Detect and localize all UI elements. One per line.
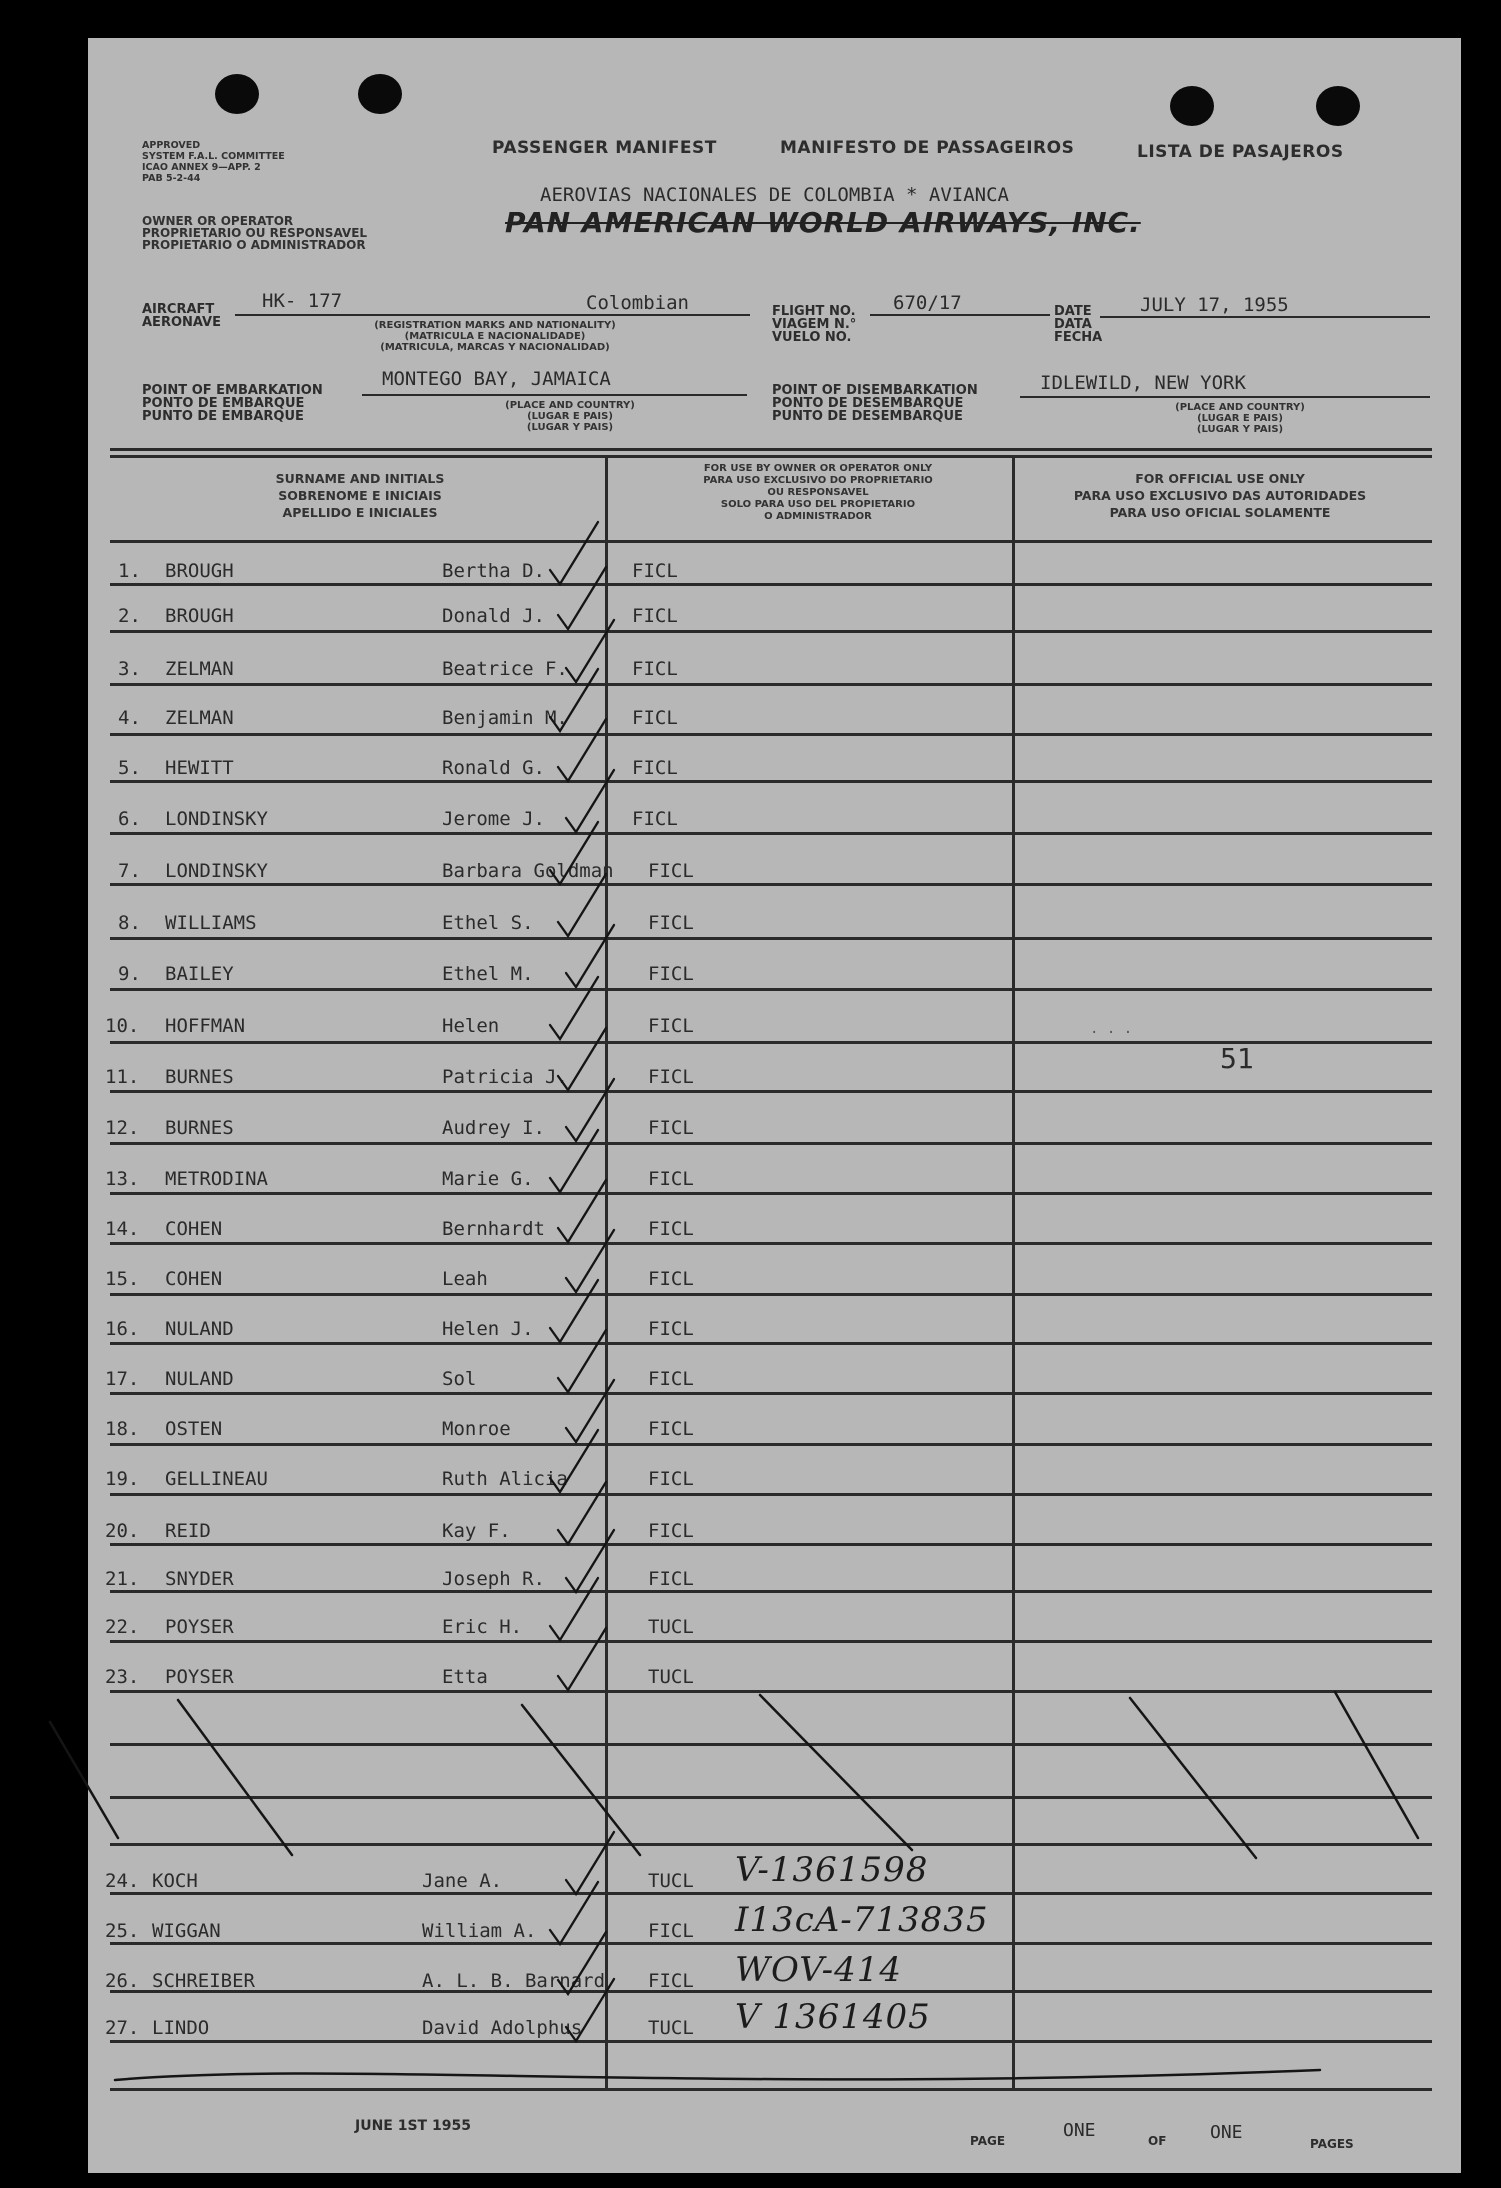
passenger-class-code: FICL <box>632 560 678 582</box>
passenger-number: 18. <box>105 1418 140 1440</box>
check-mark <box>566 1530 614 1592</box>
check-mark <box>558 719 606 781</box>
check-mark <box>558 1932 606 1994</box>
passenger-class-code: FICL <box>648 912 694 934</box>
passenger-given-name: Jane A. <box>422 1870 503 1892</box>
passenger-number: 1. <box>118 560 141 582</box>
strike-mark <box>1335 1692 1418 1838</box>
passenger-document-number: I13cA-713835 <box>735 1900 989 1940</box>
passenger-class-code: FICL <box>648 1520 694 1542</box>
passenger-surname: BROUGH <box>165 560 234 582</box>
passenger-class-code: FICL <box>648 860 694 882</box>
passenger-surname: METRODINA <box>165 1168 268 1190</box>
passenger-given-name: Bernhardt <box>442 1218 545 1240</box>
check-mark <box>558 1028 606 1090</box>
passenger-surname: BROUGH <box>165 605 234 627</box>
passenger-class-code: FICL <box>632 707 678 729</box>
operator-line-2: PAN AMERICAN WORLD AIRWAYS, INC. <box>505 206 1141 239</box>
passenger-number: 3. <box>118 658 141 680</box>
passenger-given-name: Marie G. <box>442 1168 534 1190</box>
passenger-given-name: Helen <box>442 1015 500 1037</box>
title-pt: MANIFESTO DE PASSAGEIROS <box>780 138 1075 158</box>
passenger-given-name: Benjamin M. <box>442 707 568 729</box>
passenger-document-number: V-1361598 <box>735 1850 929 1890</box>
disembarkation-place: IDLEWILD, NEW YORK <box>1040 372 1246 394</box>
passenger-surname: BAILEY <box>165 963 234 985</box>
passenger-given-name: David Adolphus <box>422 2017 583 2039</box>
passenger-given-name: Monroe <box>442 1418 511 1440</box>
passenger-number: 23. <box>105 1666 140 1688</box>
passenger-number: 2. <box>118 605 141 627</box>
of-label: OF <box>1148 2134 1167 2148</box>
passenger-class-code: FICL <box>648 1066 694 1088</box>
passenger-number: 17. <box>105 1368 140 1390</box>
passenger-given-name: Ronald G. <box>442 757 545 779</box>
passenger-given-name: Beatrice F. <box>442 658 568 680</box>
passenger-surname: KOCH <box>152 1870 198 1892</box>
check-mark <box>558 1330 606 1392</box>
passenger-given-name: Audrey I. <box>442 1117 545 1139</box>
embarkation-caption: (PLACE AND COUNTRY) (LUGAR E PAIS) (LUGAR Y PAIS) <box>505 400 635 433</box>
page-label: PAGE <box>970 2134 1006 2148</box>
passenger-class-code: TUCL <box>648 2017 694 2039</box>
check-mark <box>558 1180 606 1242</box>
approval-line: ICAO ANNEX 9—APP. 2 <box>142 162 261 173</box>
passenger-surname: COHEN <box>165 1218 223 1240</box>
passenger-surname: COHEN <box>165 1268 223 1290</box>
check-mark <box>550 977 598 1039</box>
owner-label: OWNER OR OPERATOR PROPRIETARIO OU RESPONSAVEL PROPIETARIO O ADMINISTRADOR <box>142 214 368 252</box>
passenger-surname: BURNES <box>165 1066 234 1088</box>
embarkation-place: MONTEGO BAY, JAMAICA <box>382 368 611 390</box>
passenger-class-code: FICL <box>648 1168 694 1190</box>
passenger-number: 16. <box>105 1318 140 1340</box>
check-mark <box>550 522 598 584</box>
passenger-class-code: FICL <box>648 1468 694 1490</box>
passenger-given-name: Leah <box>442 1268 488 1290</box>
passenger-given-name: Etta <box>442 1666 488 1688</box>
operator-line-1: AEROVIAS NACIONALES DE COLOMBIA * AVIANCA <box>540 184 1009 206</box>
passenger-given-name: A. L. B. Barnard <box>422 1970 606 1992</box>
check-mark <box>566 1230 614 1292</box>
column-header-name: SURNAME AND INITIALS SOBRENOME E INICIAIS APELLIDO E INICIALES <box>275 471 445 520</box>
passenger-given-name: Jerome J. <box>442 808 545 830</box>
passenger-class-code: FICL <box>648 1117 694 1139</box>
registration-caption: (REGISTRATION MARKS AND NATIONALITY) (MATRICULA E NACIONALIDADE) (MATRICULA, MARCAS Y NACIONALIDAD) <box>374 320 616 353</box>
passenger-class-code: FICL <box>648 963 694 985</box>
flight-number: 670/17 <box>893 292 962 314</box>
passenger-number: 13. <box>105 1168 140 1190</box>
passenger-class-code: TUCL <box>648 1616 694 1638</box>
passenger-class-code: FICL <box>648 1318 694 1340</box>
passenger-surname: LONDINSKY <box>165 860 268 882</box>
check-mark <box>566 1380 614 1442</box>
passenger-surname: WILLIAMS <box>165 912 257 934</box>
passenger-class-code: FICL <box>632 808 678 830</box>
check-mark <box>566 1832 614 1894</box>
passenger-given-name: William A. <box>422 1920 537 1942</box>
check-mark <box>558 1482 606 1544</box>
passenger-surname: LONDINSKY <box>165 808 268 830</box>
passenger-number: 20. <box>105 1520 140 1542</box>
aircraft-registration: HK- 177 <box>262 290 343 312</box>
passenger-surname: HEWITT <box>165 757 234 779</box>
passenger-class-code: FICL <box>648 1418 694 1440</box>
strike-mark <box>178 1700 292 1855</box>
passenger-surname: REID <box>165 1520 211 1542</box>
passenger-class-code: FICL <box>632 605 678 627</box>
check-mark <box>566 620 614 682</box>
passenger-surname: WIGGAN <box>152 1920 221 1942</box>
check-mark <box>566 1979 614 2041</box>
passenger-given-name: Patricia J. <box>442 1066 568 1088</box>
passenger-class-code: TUCL <box>648 1870 694 1892</box>
approval-line: APPROVED <box>142 140 201 151</box>
passenger-class-code: FICL <box>648 1568 694 1590</box>
strike-mark <box>1130 1698 1256 1858</box>
passenger-class-code: FICL <box>648 1368 694 1390</box>
passenger-document-number: V 1361405 <box>735 1997 931 2037</box>
passenger-class-code: FICL <box>648 1268 694 1290</box>
passenger-number: 10. <box>105 1015 140 1037</box>
passenger-number: 7. <box>118 860 141 882</box>
passenger-number: 26. <box>105 1970 140 1992</box>
passenger-given-name: Joseph R. <box>442 1568 545 1590</box>
strike-mark <box>50 1722 118 1838</box>
end-line <box>115 2070 1320 2080</box>
passenger-given-name: Ethel S. <box>442 912 534 934</box>
disembarkation-caption: (PLACE AND COUNTRY) (LUGAR E PAIS) (LUGAR Y PAIS) <box>1175 402 1305 435</box>
check-mark <box>558 1628 606 1690</box>
disembarkation-label: POINT OF DISEMBARKATION PONTO DE DESEMBARQUE PUNTO DE DESEMBARQUE <box>772 383 978 424</box>
passenger-number: 4. <box>118 707 141 729</box>
passenger-number: 15. <box>105 1268 140 1290</box>
approval-line: PAB 5-2-44 <box>142 173 201 184</box>
aircraft-label: AIRCRAFT AERONAVE <box>142 302 222 330</box>
check-mark <box>550 822 598 884</box>
passenger-number: 25. <box>105 1920 140 1942</box>
official-mark: · · · <box>1090 1025 1133 1041</box>
passenger-document-number: WOV-414 <box>735 1950 903 1990</box>
passenger-number: 21. <box>105 1568 140 1590</box>
passenger-surname: OSTEN <box>165 1418 223 1440</box>
strike-mark <box>760 1695 912 1850</box>
passenger-number: 14. <box>105 1218 140 1240</box>
passenger-surname: HOFFMAN <box>165 1015 246 1037</box>
passenger-given-name: Kay F. <box>442 1520 511 1542</box>
passenger-given-name: Ethel M. <box>442 963 534 985</box>
passenger-class-code: FICL <box>632 658 678 680</box>
passenger-given-name: Helen J. <box>442 1318 534 1340</box>
passenger-number: 5. <box>118 757 141 779</box>
check-mark <box>566 1079 614 1141</box>
passenger-surname: POYSER <box>165 1666 234 1688</box>
passenger-surname: BURNES <box>165 1117 234 1139</box>
pages-label: PAGES <box>1310 2137 1354 2151</box>
column-header-official: FOR OFFICIAL USE ONLY PARA USO EXCLUSIVO DAS AUTORIDADES PARA USO OFICIAL SOLAMENTE <box>1073 471 1367 520</box>
aircraft-nationality: Colombian <box>586 292 689 314</box>
passenger-surname: ZELMAN <box>165 707 234 729</box>
passenger-class-code: TUCL <box>648 1666 694 1688</box>
check-mark <box>566 770 614 832</box>
passenger-surname: NULAND <box>165 1368 234 1390</box>
passenger-given-name: Barbara Goldman <box>442 860 614 882</box>
footer-left: JUNE 1ST 1955 <box>355 2118 471 2134</box>
passenger-given-name: Sol <box>442 1368 477 1390</box>
passenger-class-code: FICL <box>648 1218 694 1240</box>
passenger-number: 24. <box>105 1870 140 1892</box>
passenger-class-code: FICL <box>648 1920 694 1942</box>
strike-mark <box>522 1705 640 1855</box>
passenger-surname: ZELMAN <box>165 658 234 680</box>
passenger-class-code: FICL <box>648 1970 694 1992</box>
passenger-surname: SNYDER <box>165 1568 234 1590</box>
passenger-class-code: FICL <box>648 1015 694 1037</box>
passenger-number: 9. <box>118 963 141 985</box>
passenger-class-code: FICL <box>632 757 678 779</box>
page-number: ONE <box>1063 2120 1096 2141</box>
passenger-surname: LINDO <box>152 2017 210 2039</box>
title-es: LISTA DE PASAJEROS <box>1137 142 1344 162</box>
title-en: PASSENGER MANIFEST <box>492 138 717 158</box>
date-label: DATE DATA FECHA <box>1054 304 1103 345</box>
passenger-number: 22. <box>105 1616 140 1638</box>
embarkation-label: POINT OF EMBARKATION PONTO DE EMBARQUE PUNTO DE EMBARQUE <box>142 383 323 424</box>
passenger-given-name: Ruth Alicia <box>442 1468 568 1490</box>
passenger-number: 19. <box>105 1468 140 1490</box>
check-mark <box>566 925 614 987</box>
passenger-given-name: Eric H. <box>442 1616 523 1638</box>
passenger-number: 6. <box>118 808 141 830</box>
passenger-given-name: Bertha D. <box>442 560 545 582</box>
page-total: ONE <box>1210 2122 1243 2143</box>
passenger-surname: NULAND <box>165 1318 234 1340</box>
check-mark <box>558 874 606 936</box>
passenger-surname: POYSER <box>165 1616 234 1638</box>
passenger-surname: GELLINEAU <box>165 1468 268 1490</box>
passenger-number: 8. <box>118 912 141 934</box>
column-header-operator: FOR USE BY OWNER OR OPERATOR ONLY PARA USO EXCLUSIVO DO PROPRIETARIO OU RESPONSAVEL SOLO PARA USO DEL PROPIETARIO O ADMINISTRADOR <box>703 463 933 522</box>
approval-line: SYSTEM F.A.L. COMMITTEE <box>142 151 285 162</box>
passenger-number: 12. <box>105 1117 140 1139</box>
passenger-number: 11. <box>105 1066 140 1088</box>
passenger-surname: SCHREIBER <box>152 1970 255 1992</box>
flight-label: FLIGHT NO. VIAGEM N.° VUELO NO. <box>772 304 857 345</box>
official-note: 51 <box>1220 1042 1254 1075</box>
flight-date: JULY 17, 1955 <box>1140 294 1289 316</box>
passenger-number: 27. <box>105 2017 140 2039</box>
passenger-given-name: Donald J. <box>442 605 545 627</box>
